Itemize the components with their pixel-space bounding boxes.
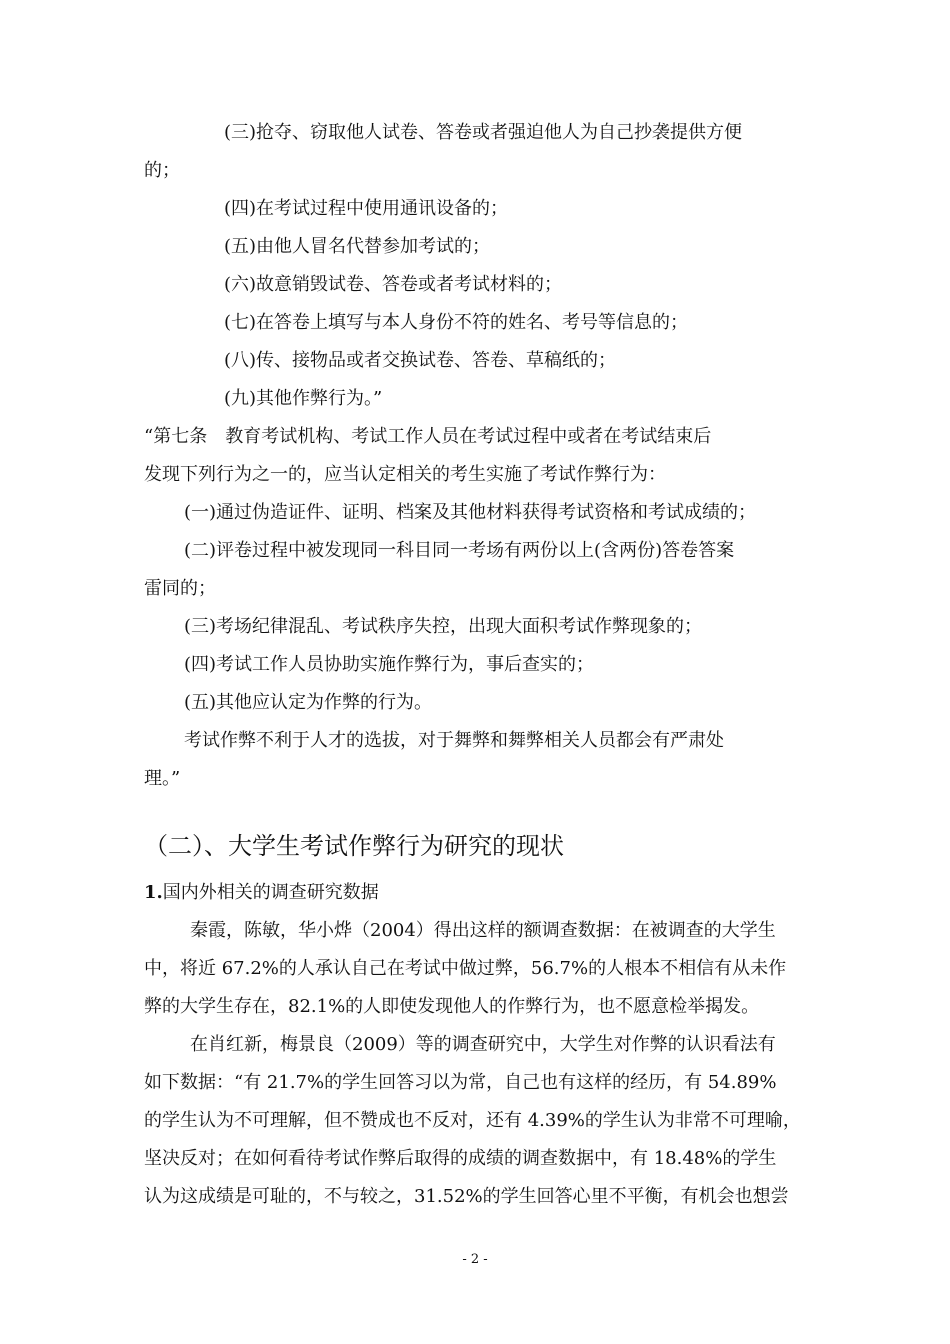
closing-paragraph-continued: 理。” (144, 768, 181, 789)
paragraph-2-line-5: 认为这成绩是可耻的，不与较之，31.52%的学生回答心里不平衡，有机会也想尝 (144, 1186, 789, 1207)
list-item-6: (六)故意销毁试卷、答卷或者考试材料的； (224, 274, 563, 295)
article-7-item-2-continued: 雷同的； (144, 578, 216, 599)
subheading (144, 882, 379, 904)
article-7-item-5: (五)其他应认定为作弊的行为。 (184, 692, 433, 713)
article-7-item-1: (一)通过伪造证件、证明、档案及其他材料获得考试资格和考试成绩的； (184, 502, 757, 523)
article-7-intro: “第七条 教育考试机构、考试工作人员在考试过程中或者在考试结束后 (144, 426, 712, 447)
list-item-8: (八)传、接物品或者交换试卷、答卷、草稿纸的； (224, 350, 617, 371)
paragraph-2-line-1: 在肖红新，梅景良（2009）等的调查研究中，大学生对作弊的认识看法有 (190, 1034, 776, 1055)
paragraph-1-line-2: 中，将近 67.2%的人承认自己在考试中做过弊，56.7%的人根本不相信有从未作 (144, 958, 787, 979)
list-item-3-continued: 的； (144, 160, 180, 181)
page-number: - 2 - (462, 1252, 488, 1267)
list-item-4: (四)在考试过程中使用通讯设备的； (224, 198, 509, 219)
list-item-9: (九)其他作弊行为。” (224, 388, 383, 409)
subheading-number: 1. (144, 882, 163, 903)
list-item-5: (五)由他人冒名代替参加考试的； (224, 236, 491, 257)
list-item-3: (三)抢夺、窃取他人试卷、答卷或者强迫他人为自己抄袭提供方便 (224, 122, 743, 143)
article-7-intro-continued: 发现下列行为之一的，应当认定相关的考生实施了考试作弊行为： (144, 464, 666, 485)
closing-paragraph: 考试作弊不利于人才的选拔，对于舞弊和舞弊相关人员都会有严肃处 (184, 730, 724, 751)
paragraph-1-line-3: 弊的大学生存在，82.1%的人即使发现他人的作弊行为，也不愿意检举揭发。 (144, 996, 760, 1017)
paragraph-2-line-4: 坚决反对；在如何看待考试作弊后取得的成绩的调查数据中，有 18.48%的学生 (144, 1148, 777, 1169)
section-heading: （二）、大学生考试作弊行为研究的现状 (144, 832, 564, 860)
article-7-item-4: (四)考试工作人员协助实施作弊行为，事后查实的； (184, 654, 595, 675)
paragraph-2-line-3: 的学生认为不可理解，但不赞成也不反对，还有 4.39%的学生认为非常不可理喻， (144, 1110, 801, 1131)
article-7-item-2: (二)评卷过程中被发现同一科目同一考场有两份以上(含两份)答卷答案 (184, 540, 735, 561)
paragraph-1-line-1: 秦霞，陈敏，华小烨（2004）得出这样的额调查数据：在被调查的大学生 (190, 920, 776, 941)
paragraph-2-line-2: 如下数据：“有 21.7%的学生回答习以为常，自己也有这样的经历，有 54.89% (144, 1072, 777, 1093)
subheading-text: 国内外相关的调查研究数据 (162, 882, 379, 903)
list-item-7: (七)在答卷上填写与本人身份不符的姓名、考号等信息的； (224, 312, 689, 333)
article-7-item-3: (三)考场纪律混乱、考试秩序失控，出现大面积考试作弊现象的； (184, 616, 703, 637)
